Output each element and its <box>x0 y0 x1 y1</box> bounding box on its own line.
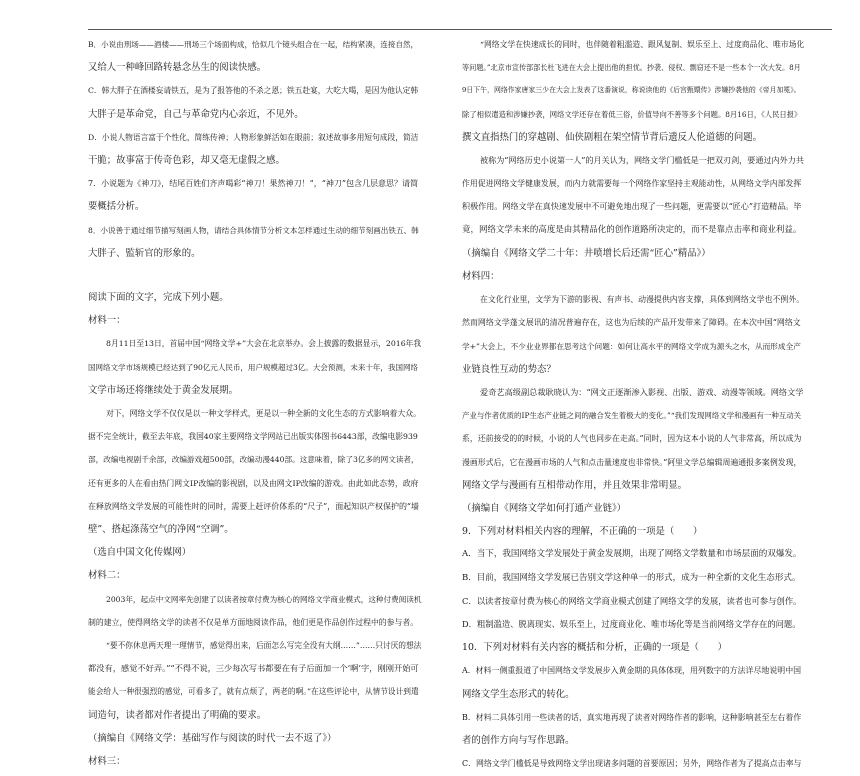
left-column-line: 部，改编电视剧千余部，改编游戏超500部，改编动漫440部。这意味着，除了3亿多的网文读者， <box>88 455 419 465</box>
right-column-line: 产业与作者优质的IP生态产业链之间的融合发生着极大的变化。”“我们发现网络文学和漫画有一种互动关 <box>462 411 802 421</box>
left-column-line <box>88 265 421 286</box>
right-column-line: 等问题。”北京市宣传部部长杜飞进在大会上提出他的担忧。抄袭、侵权、剽窃还不是一些本个一次大发。8月 <box>462 63 801 73</box>
right-column-line: 业链良性互动的势态？ <box>462 363 556 375</box>
left-column-line: 材料一： <box>88 315 126 327</box>
left-column-line: 词造句，读者都对作者提出了明确的要求。 <box>88 709 267 721</box>
left-column-line: 国网络文学市场规模已经达到了90亿元人民币，用户规模超过3亿。大会预测，未来十年，我国网络 <box>88 362 419 372</box>
left-column-line: （选自中国文化传媒网） <box>88 547 192 559</box>
right-column-line: 然而网络文学蓬文展讯的清况普遍存在，这也为后续的产品开发带来了障碍。在本次中国“网络文 <box>462 318 801 328</box>
right-column-line: 撰文直指热门的穿越剧、仙侠剧粗在架空情节背后遗反人伦道德的问题。 <box>462 131 763 143</box>
right-column-line: 作用促进网络文学健康发展，而内力就需要每一个网络作家坚持主观能动性，从网络文学内部发挥 <box>462 179 802 189</box>
left-column-line: 壁”、搭起涤荡空气的净网“空调”。 <box>88 524 234 536</box>
right-column-line: 积极作用。网络文学在真快速发展中不可避免地出现了一些问题，更需要以“匠心”打造精品。毕 <box>462 201 802 212</box>
right-column-line: 10．下列对材料有关内容的概括和分析，正确的一项是（ ） <box>462 642 728 654</box>
right-column-line: 网络文学与漫画有互相带动作用，并且效果非常明显。 <box>462 479 688 491</box>
left-column-line: “要不你休息两天理一理情节，感觉得出来，后面怎么写完全没有大纲……”……只讨厌的想法 <box>106 641 422 651</box>
right-column-line: A．当下，我国网络文学发展处于黄金发展期，出现了网络文学数量和市场层面的双爆发。 <box>462 549 802 560</box>
right-column-line: 材料四： <box>462 271 500 283</box>
left-column-line: 阅读下面的文字，完成下列小题。 <box>88 292 229 304</box>
header-rule <box>88 29 832 30</box>
right-column-line: 除了相似遣造和涉嫌抄袭，网络文学还存在着低三俗，价值导向不善等多个问题。8月16日，《人民日报》 <box>462 109 802 119</box>
right-column <box>462 33 804 776</box>
right-column-line: A．材料一侧重报道了中国网络文学发展步入黄金期的具体体现，用列数字的方法详尽地说明中国 <box>462 666 802 676</box>
left-column-line: 要概括分析。 <box>88 201 145 213</box>
left-column-line: D．小说人物语言富于个性化，简练传神；人物形象鲜活如在眼前；叙述故事多用短句成段，简洁 <box>88 132 419 142</box>
left-column-line: 制的建立，使得网络文学的读者不仅是单方面地阅读作品，他们更是作品创作过程中的参与者。 <box>88 617 419 627</box>
left-column-line: 对下，网络文学不仅仅是以一种文学样式，更是以一种全新的文化生态的方式影响着大众。 <box>106 409 421 419</box>
left-column-line: B．小说由刑场——酒楼——刑场三个场面构成，恰似几个镜头组合在一起，结构紧凑，连接自然， <box>88 40 419 49</box>
left-column-line: （摘编自《网络文学：基础写作与阅读的时代一去不返了》） <box>88 732 337 744</box>
right-column-line: B．材料二具体引用一些读者的话，真实地再现了读者对网络作者的影响，这种影响甚至左右着作 <box>462 712 802 722</box>
right-column-line: 漫画形式后，它在漫画市场的人气和点击量速度也非常快。”阿里文学总编辑周遍通报多案例发现， <box>462 457 802 467</box>
right-column-line: 被称为“网络历史小说第一人”的月关认为，网络文学门槛低是一把双刃剑，要通过内外力共 <box>480 155 804 166</box>
left-column-line: 7．小说题为《神刀》，结尾百姓们齐声喝彩“神刀！果然神刀！”，“神刀”包含几层意思？请简 <box>88 179 419 189</box>
left-column-line: 能会给人一种很强烈的感觉，可看多了，就有点烦了，两老的啊。”在这些评论中，从情节设计到遣 <box>88 687 419 697</box>
left-column <box>88 33 421 773</box>
right-column-line: B．目前，我国网络文学发展已告别文学这种单一的形式，成为一种全新的文化生态形式。 <box>462 572 801 583</box>
left-column-line: 材料二： <box>88 570 126 582</box>
left-column-line: 据不完全统计，截至去年底，我国40家主要网络文学网站已出版实体图书6443部，改编电影939 <box>88 432 418 442</box>
left-column-line: C．韩大胖子在酒楼妄请铁五，是为了报答他的不杀之恩；铁五赴宴，大吃大喝，是因为他认定韩 <box>88 86 419 96</box>
left-column-line: 2003年，起点中文网率先创建了以读者按章付费为核心的网络文学商业模式，这种付费阅读机 <box>106 594 422 604</box>
right-column-line: “网络文学在快速成长的同时，也伴随着粗滥造、跟风复制、娱乐至上、过度商品化、唯市场化 <box>480 40 805 49</box>
right-column-line: D．粗制滥造、脱离现实、娱乐至上，过度商业化、唯市场化等是当前网络文学存在的问题。 <box>462 619 801 630</box>
left-column-line: 干脆；故事富于传奇色彩，却又毫无虚假之感。 <box>88 155 285 167</box>
right-column-line: C．以读者按章付费为核心的网络文学商业模式创建了网络文学的发展，读者也可参与创作。 <box>462 595 802 606</box>
right-column-line: 爱奇艺高级副总裁耿晓认为：“网文正逐渐渗入影视、出版、游戏、动漫等领域。网络文学 <box>480 387 804 398</box>
left-column-line: 又给人一种峰回路转悬念丛生的阅读快感。 <box>88 62 267 74</box>
left-column-line: 材料三： <box>88 756 126 768</box>
right-column-line: 者的创作方向与写作思路。 <box>462 735 575 747</box>
right-column-line: 竟，网络文学未来的高度是由其精品化的创作道路所决定的，而不是靠点击率和商业利益。 <box>462 224 802 235</box>
left-column-line: 文学市场还将继续处于黄金发展期。 <box>88 384 239 396</box>
right-column-line: （摘编自《网络文学二十年：井喷增长后还需“匠心”精品》） <box>462 247 711 259</box>
right-column-line: （摘编自《网络文学如何打通产业链》） <box>462 503 627 515</box>
left-column-line: 大胖子是革命党，自己与革命党内心亲近，不见外。 <box>88 108 304 120</box>
left-column-line: 8月11日至13日，首届中国“网络文学+”大会在北京举办。会上披露的数据显示，2016年我 <box>106 339 422 349</box>
right-column-line: 网络文学生态形式的转化。 <box>462 688 575 700</box>
right-column-line: 9．下列对材料相关内容的理解，不正确的一项是（ ） <box>462 526 703 538</box>
right-column-line: C．网络文学门槛低是导致网络文学出现诸多问题的首要原因；另外，网络作者为了提高点击率与 <box>462 759 802 769</box>
right-column-line: 在文化行业里，文学为下游的影视、有声书、动漫提供内容支撑，具体到网络文学也不例外。 <box>480 295 805 305</box>
left-column-line: 在释放网络文学发展的可能性时的同时，需要上赶评价体系的“尺子”，面起知识产权保护的“墙 <box>88 501 419 511</box>
left-column-line: 都没有，感觉不好弄。”“不得不说，三少每次写书都要在有子后面加一个‘啊’字，刚刚开始可 <box>88 663 419 674</box>
left-column-line: 大胖子、監斩官的形象的。 <box>88 247 201 259</box>
left-column-line: 8．小说善于通过细节描写刻画人物，请结合具体情节分析文本怎样通过生动的细节刻画出铁五、韩 <box>88 225 419 235</box>
right-column-line: 学+”大会上，不少业业界都在思考这个问题：如何让高水平的网络文学成为源头之水，从而形成全产 <box>462 341 801 351</box>
right-column-line: 9日下午，网络作家唐家三少在大会上发表了这番演说，称说读他的《后宫甄嬛传》涉嫌抄袭他的《帝月加冕》。 <box>462 86 801 95</box>
right-column-line: 系，还前接受的的时候，小说的人气也同步在走高。”同时，因为这本小说的人气非常高，所以成为 <box>462 434 802 444</box>
left-column-line: 还有更多的人在看由热门网文IP改编的影视剧，以及由网文IP改编的游戏。由此如此态势，政府 <box>88 478 419 488</box>
